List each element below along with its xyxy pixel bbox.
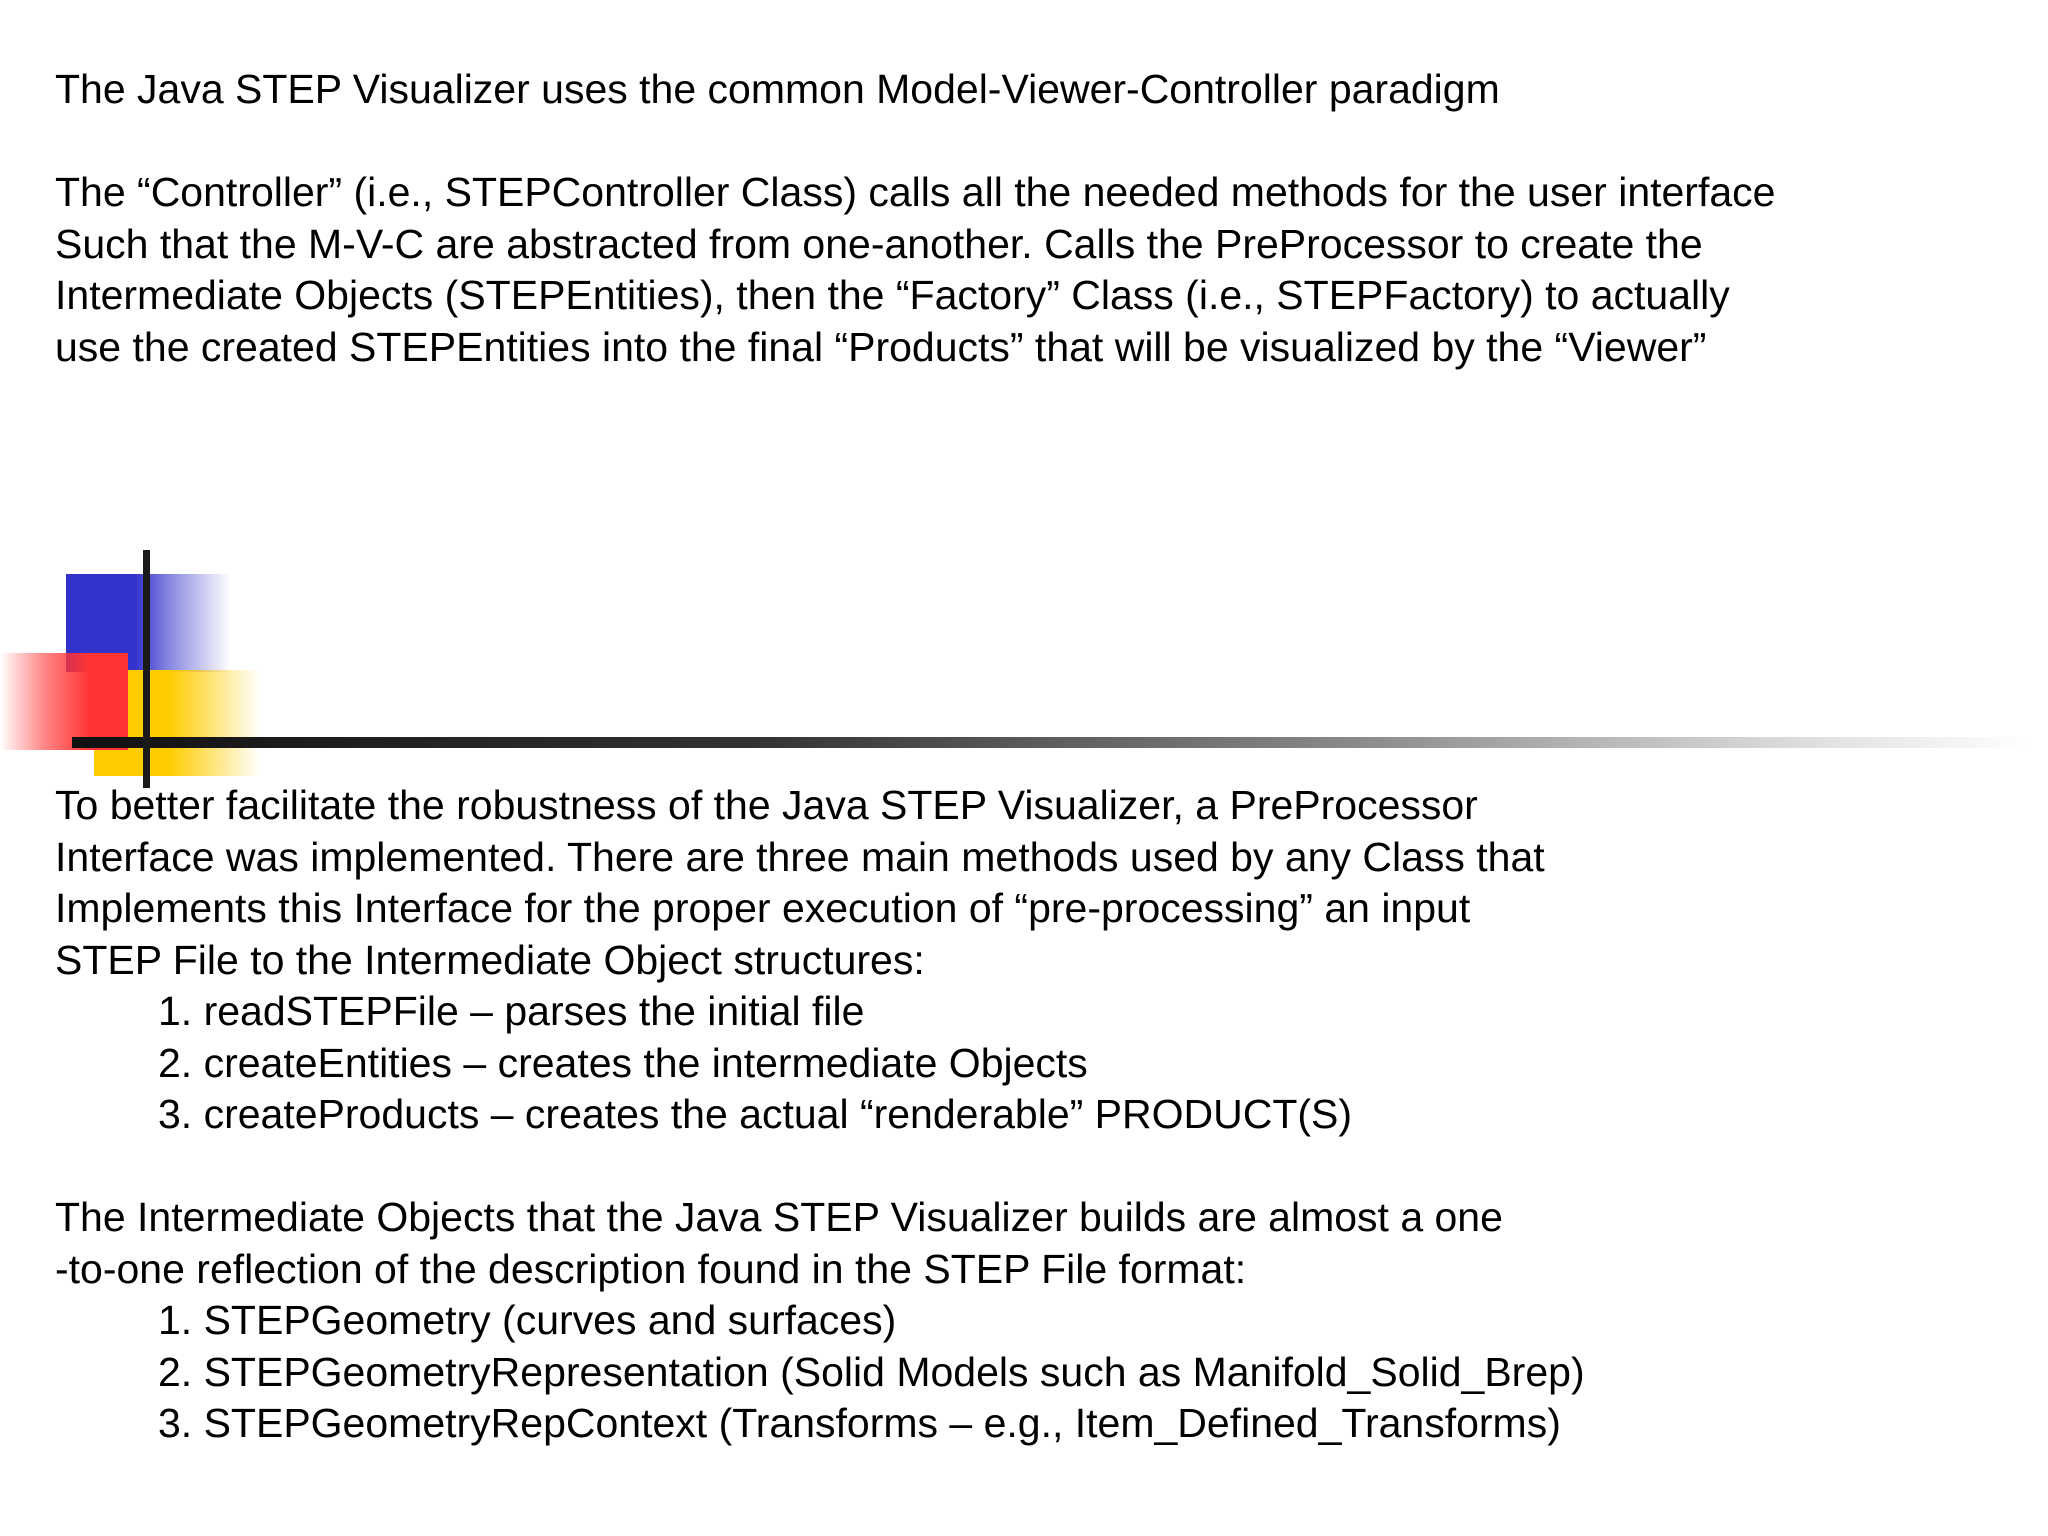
object-list-item-2: 2. STEPGeometryRepresentation (Solid Models such as Manifold_Solid_Brep) [158,1348,1585,1395]
mvc-line-4: Such that the M-V-C are abstracted from one-another. Calls the PreProcessor to create the [55,220,1703,267]
mvc-line-1: The Java STEP Visualizer uses the common Model-Viewer-Controller paradigm [55,66,1500,112]
preprocessor-line-4: STEP File to the Intermediate Object structures: [55,936,925,983]
section-gap [55,1141,1585,1193]
mvc-blank-line [55,116,1775,168]
logo-vertical-line [143,550,150,788]
mvc-line-3: The “Controller” (i.e., STEPController Class) calls all the needed methods for the user interface [55,169,1776,215]
method-list-item-3: 3. createProducts – creates the actual “renderable” PRODUCT(S) [158,1091,1353,1137]
method-list-item-1: 1. readSTEPFile – parses the initial file [158,988,865,1034]
preprocessor-description [55,780,1585,1450]
intermediate-line-1: The Intermediate Objects that the Java STEP Visualizer builds are almost a one [55,1194,1503,1240]
mvc-description [55,64,1775,373]
divider-line [72,737,2032,748]
mvc-line-5: Intermediate Objects (STEPEntities), then the “Factory” Class (i.e., STEPFactory) to actually [55,272,1730,318]
method-list-item-2: 2. createEntities – creates the intermediate Objects [158,1039,1088,1086]
preprocessor-line-2: Interface was implemented. There are three main methods used by any Class that [55,833,1545,880]
preprocessor-line-1: To better facilitate the robustness of the Java STEP Visualizer, a PreProcessor [55,782,1478,828]
object-list-item-3: 3. STEPGeometryRepContext (Transforms – e.g., Item_Defined_Transforms) [158,1400,1561,1446]
mvc-line-6: use the created STEPEntities into the final “Products” that will be visualized by the “Viewer” [55,323,1707,370]
object-list-item-1: 1. STEPGeometry (curves and surfaces) [158,1297,897,1343]
intermediate-line-2: -to-one reflection of the description found in the STEP File format: [55,1245,1247,1292]
logo-red-square [0,653,128,750]
preprocessor-line-3: Implements this Interface for the proper execution of “pre-processing” an input [55,885,1471,931]
